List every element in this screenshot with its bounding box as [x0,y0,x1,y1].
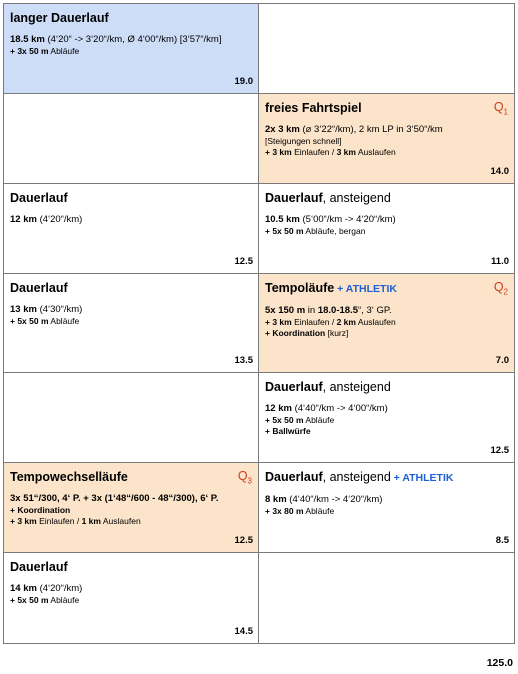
workout-extra-line: + 5x 50 m Abläufe [10,316,80,326]
quality-badge: $Q_2$ [493,280,508,297]
table-row [4,184,515,274]
empty-cell [259,4,515,94]
workout-cell-long-run [4,4,259,94]
quality-badge: $Q_3$ [237,469,252,486]
workout-cell-fartlek [259,94,515,184]
workout-main-line: 2x 3 km (⌀ 3‘22“/km), 2 km LP in 3‘50“/km [265,124,443,135]
workout-extra-line: + Koordination [10,505,71,515]
workout-score: 12.5 [490,445,509,456]
workout-extra-line: + 3x 80 m Abläufe [265,506,335,516]
quality-badge: $Q_1$ [493,100,508,117]
workout-main-line: 18.5 km (4‘20“ -> 3‘20“/km, Ø 4‘00“/km) [3‘57“/km] [10,34,222,45]
workout-cell-progressive-run [259,373,515,463]
workout-score: 7.0 [495,355,509,366]
workout-main-line: 12 km (4‘20“/km) [10,214,83,225]
workout-title: langer Dauerlauf [10,11,109,25]
empty-cell [4,94,259,184]
workout-score: 8.5 [495,535,509,546]
workout-extra-line: + 5x 50 m Abläufe [265,415,335,425]
table-row [4,463,515,553]
workout-main-line: 3x 51“/300, 4‘ P. + 3x (1‘48“/600 - 48“/300), 6‘ P. [10,493,219,504]
table-row [4,4,515,94]
workout-title: Dauerlauf, ansteigend [265,191,391,205]
workout-cell-progressive-run [259,184,515,274]
workout-extra-line: + 3 km Einlaufen / 2 km Auslaufen [265,317,396,327]
table-row [4,274,515,373]
workout-main-line: 14 km (4‘20“/km) [10,583,83,594]
workout-score: 14.5 [234,626,253,637]
workout-extra-line: + 5x 50 m Abläufe [10,595,80,605]
workout-title: Dauerlauf [10,191,68,205]
workout-score: 13.5 [234,355,253,366]
workout-extra-line: + 3 km Einlaufen / 3 km Auslaufen [265,147,396,157]
workout-main-line: 13 km (4‘30“/km) [10,304,83,315]
table-row [4,94,515,184]
total-score: 125.0 [486,657,513,669]
workout-note: [Steigungen schnell] [265,136,342,146]
workout-score: 12.5 [234,535,253,546]
workout-title: Tempoläufe + ATHLETIK [265,281,397,295]
empty-cell [259,553,515,644]
workout-cell-tempo-change [4,463,259,553]
table-row [4,553,515,644]
workout-cell-easy-run [4,184,259,274]
workout-title: Tempowechselläufe [10,470,128,484]
athletik-tag: + ATHLETIK [390,472,454,484]
workout-score: 14.0 [490,166,509,177]
workout-main-line: 8 km (4‘40“/km -> 4‘20“/km) [265,494,383,505]
workout-cell-tempo-runs [259,274,515,373]
workout-cell-progressive-run [259,463,515,553]
workout-title: Dauerlauf [10,560,68,574]
workout-score: 12.5 [234,256,253,267]
training-plan-table [3,3,515,644]
workout-score: 11.0 [491,256,509,267]
workout-cell-easy-run [4,274,259,373]
workout-title: Dauerlauf, ansteigend + ATHLETIK [265,470,454,484]
empty-cell [4,373,259,463]
workout-main-line: 5x 150 m in 18.0-18.5“, 3‘ GP. [265,305,392,316]
workout-title: Dauerlauf [10,281,68,295]
workout-title: freies Fahrtspiel [265,101,362,115]
workout-extra-line: + 3x 50 m Abläufe [10,46,80,56]
table-row [4,373,515,463]
workout-title: Dauerlauf, ansteigend [265,380,391,394]
athletik-tag: + ATHLETIK [334,283,397,295]
workout-extra-line: + Koordination [kurz] [265,328,349,338]
workout-extra-line: + 5x 50 m Abläufe, bergan [265,226,366,236]
workout-extra-line: + 3 km Einlaufen / 1 km Auslaufen [10,516,141,526]
workout-cell-easy-run [4,553,259,644]
workout-extra-line: + Ballwürfe [265,426,311,436]
workout-score: 19.0 [234,76,253,87]
workout-main-line: 12 km (4‘40“/km -> 4‘00“/km) [265,403,388,414]
workout-main-line: 10.5 km (5‘00“/km -> 4‘20“/km) [265,214,396,225]
